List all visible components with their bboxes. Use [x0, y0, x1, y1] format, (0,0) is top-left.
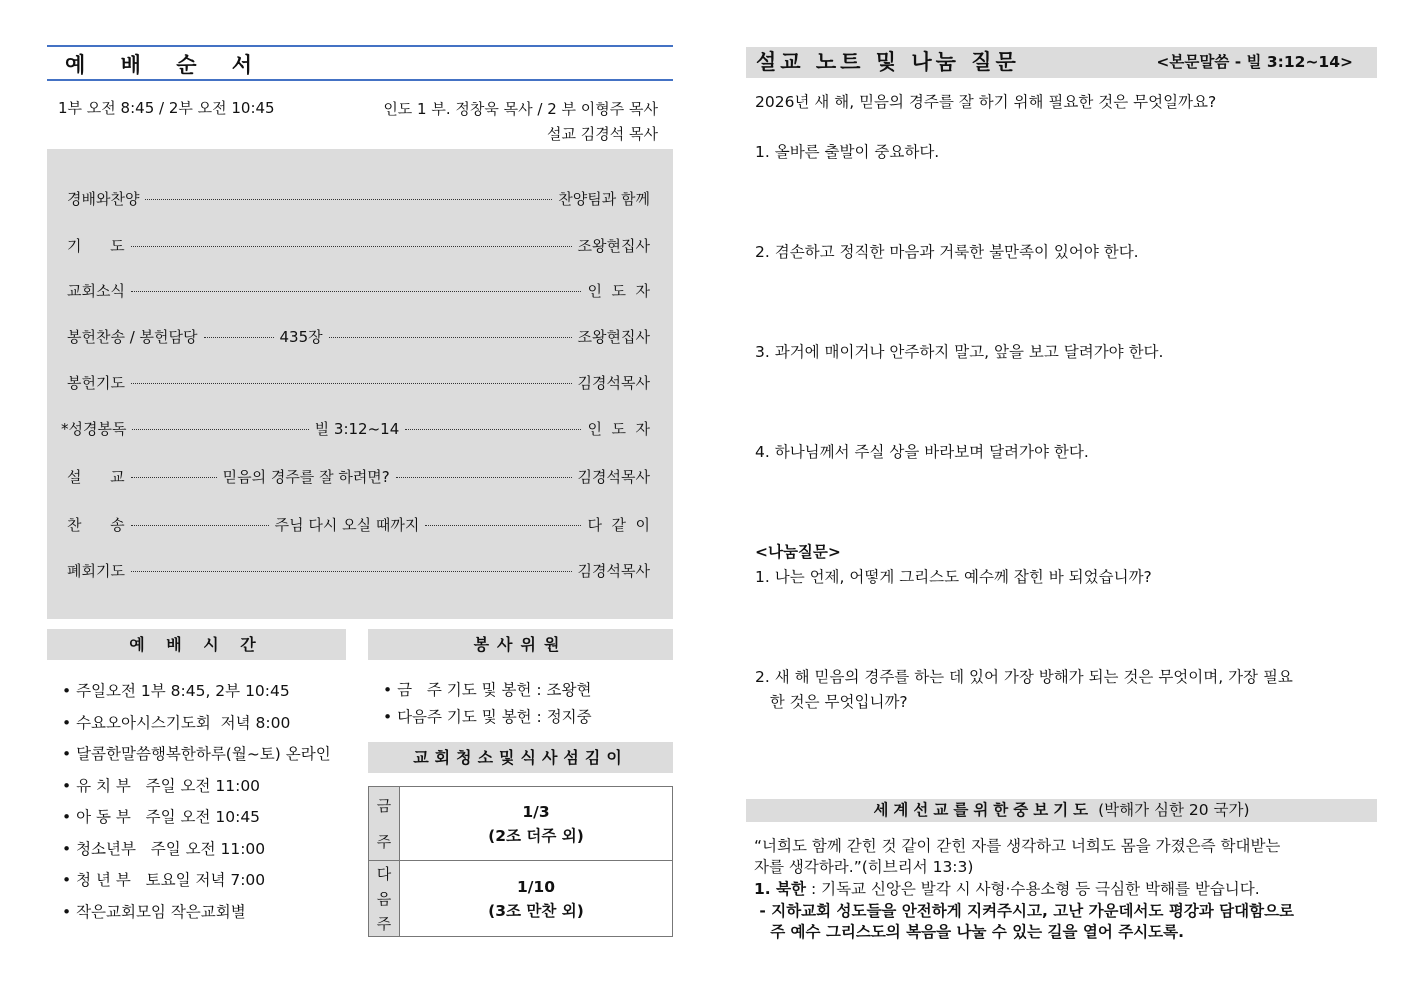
- leader-dots: [131, 525, 269, 526]
- sharing-question: 2. 새 해 믿음의 경주를 하는 데 있어 가장 방해가 되는 것은 무엇이며, 가장 필요: [755, 668, 1293, 686]
- row-label: [369, 861, 400, 936]
- list-item: • 수요오아시스기도회 저녁 8:00: [62, 713, 291, 732]
- leader-dots: [145, 199, 552, 200]
- leader-dots: [204, 337, 274, 338]
- leader-dots: [131, 246, 572, 247]
- leader-dots: [131, 383, 572, 384]
- schedule-title: 예 배 시 간: [47, 629, 346, 660]
- leader-dots: [132, 429, 308, 430]
- order-detail: 빌 3:12~14: [314, 419, 400, 438]
- order-person: 조왕현집사: [577, 327, 650, 346]
- leader-dots: [396, 477, 572, 478]
- row-label-char: 금: [376, 796, 392, 815]
- order-title: 예 배 순 서: [47, 45, 673, 81]
- order-label: 봉헌찬송 / 봉헌담당: [67, 327, 198, 346]
- mission-header: [746, 799, 1377, 822]
- list-item: • 작은교회모임 작은교회별: [62, 902, 246, 921]
- order-person: 다 같 이: [587, 515, 650, 534]
- order-detail: 믿음의 경주를 잘 하려면?: [222, 467, 390, 486]
- order-row: [67, 512, 650, 536]
- order-person: 김경석목사: [577, 561, 650, 580]
- cleaning-date: 1/3: [522, 802, 550, 821]
- list-item: • 아 동 부 주일 오전 10:45: [62, 808, 261, 826]
- cleaning-title: 교회청소및식사섬김이: [368, 742, 673, 773]
- leader-dots: [131, 291, 581, 292]
- country-text: : 기독교 신앙은 발각 시 사형·수용소형 등 극심한 박해를 받습니다.: [806, 880, 1260, 898]
- sermon-point: 1. 올바른 출발이 중요하다.: [755, 143, 940, 161]
- sharing-title: <나눔질문>: [755, 543, 841, 561]
- order-detail: 435장: [279, 327, 323, 346]
- order-label: *성경봉독: [61, 419, 127, 438]
- sermon-point: 4. 하나님께서 주실 상을 바라보며 달려가야 한다.: [755, 443, 1089, 461]
- sermon-header: [746, 47, 1377, 78]
- service-title: 봉사위원: [368, 629, 673, 660]
- cleaning-date: 1/10: [516, 877, 556, 896]
- order-detail: 주님 다시 오실 때까지: [274, 515, 420, 534]
- order-label: 폐회기도: [67, 561, 125, 580]
- sermon-intro: 2026년 새 해, 믿음의 경주를 잘 하기 위해 필요한 것은 무엇일까요?: [755, 93, 1217, 111]
- list-item: • 다음주 기도 및 봉헌 : 정지중: [383, 708, 592, 726]
- order-row: [67, 233, 650, 257]
- leader-dots: [131, 477, 217, 478]
- sermon-point: 3. 과거에 매이거나 안주하지 말고, 앞을 보고 달려가야 한다.: [755, 343, 1164, 361]
- order-person: 인 도 자: [587, 281, 650, 300]
- mission-title: 세계선교를위한중보기도: [873, 801, 1094, 819]
- scripture-reference: <본문말씀 - 빌 3:12~14>: [1156, 53, 1353, 71]
- order-row: [67, 278, 650, 302]
- cleaning-table: [368, 786, 673, 937]
- order-row: [67, 370, 650, 394]
- list-item: • 금 주 기도 및 봉헌 : 조왕현: [383, 681, 592, 699]
- service-times: 1부 오전 8:45 / 2부 오전 10:45: [58, 99, 275, 117]
- list-item: • 청 년 부 토요일 저녁 7:00: [62, 871, 266, 889]
- row-label-char: 주: [376, 833, 392, 852]
- row-label-char: 음: [376, 890, 392, 908]
- sermon-point: 2. 겸손하고 정직한 마음과 거룩한 불만족이 있어야 한다.: [755, 243, 1139, 261]
- row-label-char: 다: [376, 865, 392, 883]
- schedule-list: [62, 676, 331, 928]
- leaders-line-2: 설교 김경석 목사: [547, 125, 658, 143]
- country-label: 1. 북한: [754, 880, 807, 898]
- order-person: 김경석목사: [577, 467, 650, 486]
- order-label: 봉헌기도: [67, 373, 125, 392]
- leader-dots: [425, 525, 581, 526]
- order-row: [67, 558, 650, 582]
- order-label: 기 도: [67, 236, 125, 255]
- list-item: • 달콤한말씀행복한하루(월~토) 온라인: [62, 745, 331, 763]
- mission-subtitle: (박해가 심한 20 국가): [1098, 801, 1250, 819]
- row-value: [400, 787, 672, 860]
- order-person: 조왕현집사: [577, 236, 650, 255]
- leader-dots: [329, 337, 572, 338]
- sharing-question-cont: 한 것은 무엇입니까?: [755, 693, 908, 711]
- leader-dots: [131, 571, 572, 572]
- prayer-request-cont: 주 예수 그리스도의 복음을 나눌 수 있는 길을 열어 주시도록.: [754, 923, 1184, 941]
- order-person: 찬양팀과 함께: [558, 189, 650, 208]
- mission-verse: “너희도 함께 갇힌 것 같이 갇힌 자를 생각하고 너희도 몸을 가졌은즉 학대받는: [754, 837, 1281, 855]
- sermon-title: 설교 노트 및 나눔 질문: [756, 50, 1020, 74]
- leaders-info: [340, 97, 658, 147]
- row-value: [400, 861, 672, 936]
- order-row: [67, 186, 650, 210]
- mission-country: [754, 877, 1260, 899]
- list-item: • 청소년부 주일 오전 11:00: [62, 839, 266, 858]
- table-row: [369, 861, 672, 936]
- order-person: 김경석목사: [577, 373, 650, 392]
- order-label: 설 교: [67, 467, 125, 486]
- service-list: [383, 677, 592, 731]
- prayer-request: - 지하교회 성도들을 안전하게 지켜주시고, 고난 가운데서도 평강과 담대함으로: [754, 902, 1295, 920]
- list-item: • 주일오전 1부 8:45, 2부 10:45: [62, 682, 290, 700]
- cleaning-team: (3조 만찬 외): [488, 901, 584, 920]
- row-label-char: 주: [376, 915, 392, 933]
- order-person: 인 도 자: [587, 419, 650, 438]
- sharing-question: 1. 나는 언제, 어떻게 그리스도 예수께 잡힌 바 되었습니까?: [755, 568, 1152, 586]
- row-label: [369, 787, 400, 860]
- order-label: 교회소식: [67, 281, 125, 300]
- order-row: [67, 324, 650, 348]
- order-label: 찬 송: [67, 515, 125, 534]
- table-row: [369, 787, 672, 861]
- order-label: 경배와찬양: [67, 189, 140, 208]
- list-item: • 유 치 부 주일 오전 11:00: [62, 776, 261, 795]
- order-row: [67, 464, 650, 488]
- order-row: [61, 416, 650, 440]
- cleaning-team: (2조 더주 외): [488, 826, 584, 845]
- leader-dots: [405, 429, 581, 430]
- order-list: [47, 149, 673, 619]
- leaders-line-1: 인도 1 부. 정창욱 목사 / 2 부 이형주 목사: [383, 100, 658, 118]
- mission-verse-cont: 자를 생각하라.”(히브리서 13:3): [754, 858, 974, 876]
